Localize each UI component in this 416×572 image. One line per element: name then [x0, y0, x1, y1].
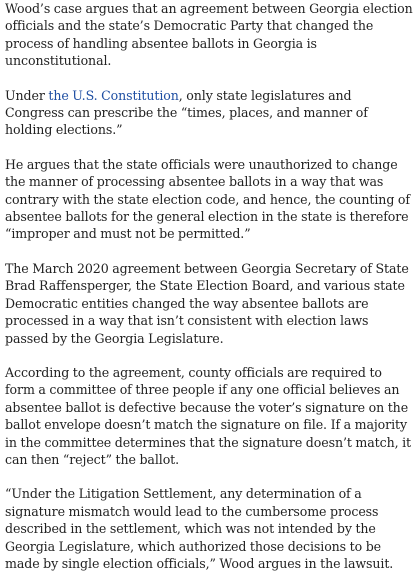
paragraph-unauthorized: He argues that the state officials were unauthorized to change the manner of processing absentee ballots in a way that was contrary with the state election code, and hence, the counting of absentee ballots for the general election in the state is therefore “improper and must not be permitted.”	[5, 156, 410, 242]
article-body	[5, 0, 413, 572]
paragraph-constitution	[5, 87, 413, 139]
paragraph-case-argument: Wood’s case argues that an agreement between Georgia election officials and the state’s Democratic Party that changed the process of handling absentee ballots in Georgia is unconstitutional.	[5, 1, 413, 69]
paragraph-quote: “Under the Litigation Settlement, any determination of a signature mismatch would lead to the cumbersome process described in the settlement, which was not intended by the Georgia Legislature, which authorized those decisions to be made by single election officials,” Wood argues in the lawsuit.	[5, 486, 394, 571]
paragraph-constitution-rest: , only state legislatures and Congress can prescribe the “times, places, and manner of holding elections.”	[5, 87, 368, 138]
paragraph-constitution-lead: Under	[5, 87, 49, 103]
paragraph-committee: According to the agreement, county officials are required to form a committee of three people if any one official believes an absentee ballot is defective because the voter’s signature on the ballot envelope doesn’t match the signature on file. If a majority in the committee determines that the signature doesn’t match, it can then “reject” the ballot.	[5, 364, 411, 467]
us-constitution-link[interactable]: the U.S. Constitution	[48, 87, 179, 103]
paragraph-march-agreement: The March 2020 agreement between Georgia Secretary of State Brad Raffensperger, the State Election Board, and various state Democratic entities changed the way absentee ballots are processed in a way that isn’t consistent with election laws passed by the Georgia Legislature.	[5, 260, 409, 346]
